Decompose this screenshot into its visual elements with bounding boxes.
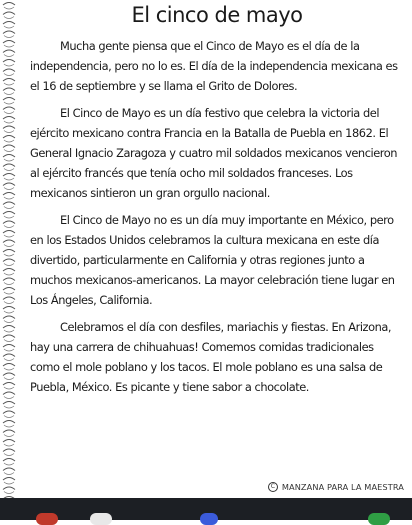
document-title: El cinco de mayo xyxy=(131,3,303,27)
paragraph-3: El Cinco de Mayo no es un día muy importante en México, pero en los Estados Unidos celebramos la cultura mexicana en este día divertido, particularmente en California y otras regiones junto a muchos mexicanos-americanos. La mayor celebración tiene lugar en Los Ángeles, California. xyxy=(30,213,395,307)
paragraph-2: El Cinco de Mayo es un día festivo que celebra la victoria del ejército mexicano contra Francia en la Batalla de Puebla en 1862. El General Ignacio Zaragoza y cuatro mil soldados mexicanos vencieron al ejército francés que tenía ocho mil soldados franceses. Los mexicanos sintieron un gran orgullo nacional. xyxy=(30,106,398,200)
paragraph-1: Mucha gente piensa que el Cinco de Mayo es el día de la independencia, pero no lo es. El día de la independencia mexicana es el 16 de septiembre y se llama el Grito de Dolores. xyxy=(30,39,398,93)
app-icon-blue[interactable] xyxy=(200,513,218,525)
app-icon-green[interactable] xyxy=(368,513,390,525)
document-content xyxy=(30,0,404,404)
paragraph-4: Celebramos el día con desfiles, mariachis y fiestas. En Arizona, hay una carrera de chihuahuas! Comemos comidas tradicionales como el mole poblano y los tacos. El mole poblano es una salsa de Puebla, México. Es picante y tiene sabor a chocolate. xyxy=(30,320,392,394)
copyright-icon: C xyxy=(268,482,278,492)
credit-text: MANZANA PARA LA MAESTRA xyxy=(281,482,404,492)
spiral-binding-icon xyxy=(1,0,17,498)
app-icon-red[interactable] xyxy=(36,513,58,525)
credit-line xyxy=(268,482,404,492)
bottom-bar xyxy=(0,498,412,520)
app-icon-white[interactable] xyxy=(90,513,112,525)
